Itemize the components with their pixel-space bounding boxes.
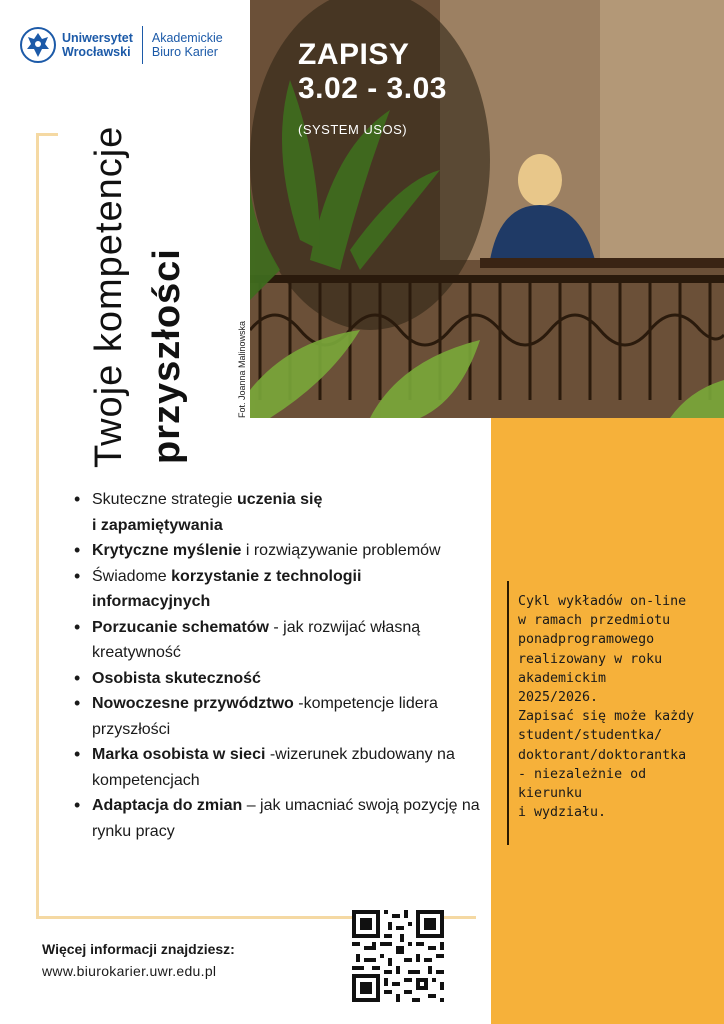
logo-office (152, 31, 223, 59)
topic-bold: Osobista skuteczność (92, 669, 261, 687)
topic-item (74, 666, 484, 692)
qr-code-icon[interactable] (352, 910, 444, 1002)
topic-text: - jak rozwijać własną kreatywność (92, 618, 421, 661)
topic-bold-line2: i zapamiętywania (92, 516, 223, 534)
university-crest-icon (20, 25, 56, 65)
topic-bold: Adaptacja do zmian (92, 797, 243, 814)
photo-credit: Fot. Joanna Malinowska (237, 320, 247, 418)
logo-office-line1: Akademickie (151, 31, 223, 45)
info-panel-rule (507, 581, 509, 845)
heading-line1: Twoje kompetencje (88, 125, 130, 468)
topic-bold: Krytyczne myślenie (92, 542, 242, 559)
more-info-label: Więcej informacji znajdziesz: (42, 941, 235, 957)
heading-line2: przyszłości (146, 248, 188, 464)
info-panel-text: Cykl wykładów on-line w ramach przedmiotu ponadprogramowego realizowany w roku akademickim 2025/2026. Zapisać się może każdy student/studentka/ doktorant/doktorantka - niezależnie od kierunku i wydziału. (518, 594, 695, 821)
topic-text: -kompetencje lidera przyszłości (92, 695, 438, 738)
logo-office-line2: Biuro Karier (151, 45, 218, 59)
topic-bold: korzystanie z technologii informacyjnych (92, 567, 362, 610)
topic-bold: Marka osobista w sieci (92, 746, 266, 763)
topics-list (74, 487, 484, 844)
topic-bold: uczenia się (236, 491, 323, 508)
registration-title: ZAPISY (298, 38, 410, 71)
topic-bold: Porzucanie schematów (92, 618, 269, 636)
topic-text: -wizerunek zbudowany na kompetencjach (92, 746, 455, 789)
topic-text: Świadome (92, 567, 172, 585)
logo-university-line2: Wrocławski (62, 45, 131, 59)
topic-text: Skuteczne strategie (92, 491, 237, 508)
topic-item (74, 742, 484, 793)
topic-item (74, 487, 484, 538)
topic-item (74, 793, 484, 844)
registration-system: (SYSTEM USOS) (298, 122, 408, 137)
topic-text: i rozwiązywanie problemów (241, 542, 441, 559)
topic-item (74, 691, 484, 742)
header-logo (20, 22, 240, 68)
logo-divider (142, 26, 143, 64)
logo-university-line1: Uniwersytet (62, 31, 133, 45)
registration-block (298, 38, 447, 137)
topic-item (74, 564, 484, 615)
topic-bold: Nowoczesne przywództwo (92, 695, 294, 712)
more-info-link[interactable]: www.biurokarier.uwr.edu.pl (42, 963, 217, 979)
decorative-bracket (36, 133, 58, 919)
topic-text: – jak umacniać swoją pozycję na rynku pracy (92, 797, 480, 840)
topic-item (74, 615, 484, 666)
topic-item (74, 538, 484, 564)
logo-university (62, 31, 133, 59)
registration-dates: 3.02 - 3.03 (298, 72, 447, 105)
